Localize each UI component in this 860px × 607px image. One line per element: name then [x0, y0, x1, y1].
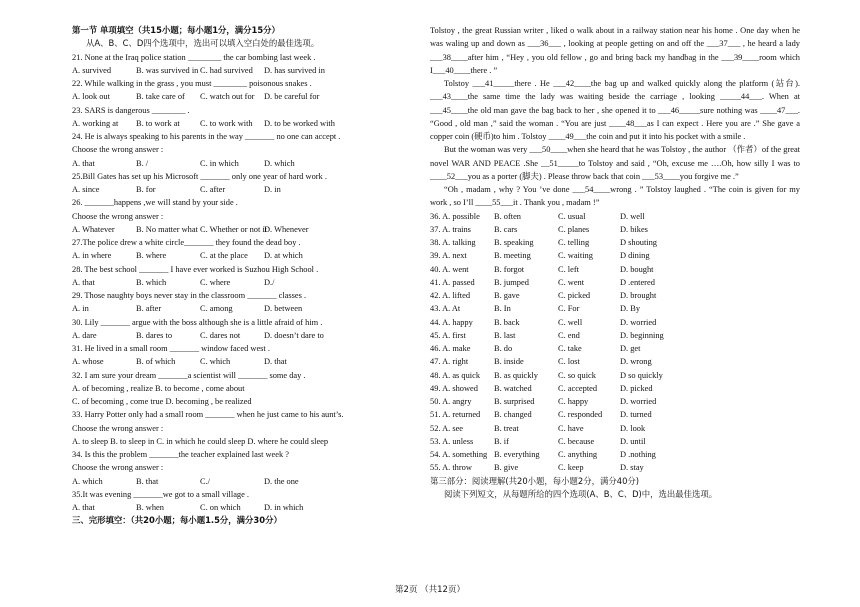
cloze-option: 45. A. first	[430, 330, 466, 340]
option: B. take care of	[136, 92, 185, 102]
cloze-option: 38. A. talking	[430, 238, 476, 247]
cloze-option: C. waiting	[558, 251, 593, 261]
cloze-option: C. keep	[558, 463, 584, 473]
cloze-option-row	[430, 329, 800, 342]
question-line: 26. _______happens ,we will stand by your side .	[72, 198, 238, 208]
cloze-option: C. picked	[558, 291, 591, 300]
cloze-option: B. speaking	[494, 238, 534, 247]
question-line: A. to sleep B. to sleep in C. in which he could sleep D. where he could sleep	[72, 436, 329, 446]
cloze-option-row	[430, 461, 800, 474]
cloze-option: B. last	[494, 330, 516, 340]
cloze-option: 42. A. lifted	[430, 291, 471, 300]
cloze-option: B. inside	[494, 357, 524, 367]
option-row	[72, 329, 450, 342]
option-row	[72, 223, 450, 236]
cloze-option-row	[430, 342, 800, 355]
option-row	[72, 302, 450, 315]
question-line: 35.It was evening _______we got to a small village .	[72, 489, 250, 499]
option: A. that	[72, 277, 95, 287]
cloze-option: C. take	[558, 344, 582, 353]
question-line: 27.The police drew a white circle_______ they found the dead boy .	[72, 238, 301, 247]
section3-title: 第三部分：阅读理解(共20小题，每小题2分，满分40分)	[430, 475, 640, 486]
option-row	[72, 501, 450, 514]
cloze-option: B. forgot	[494, 264, 525, 274]
cloze-option: D .nothing	[620, 450, 656, 459]
cloze-option: B. give	[494, 463, 519, 473]
option: B. after	[136, 304, 162, 314]
cloze-option-row	[430, 448, 800, 461]
cloze-option: D. turned	[620, 410, 652, 420]
option: D. be careful for	[264, 92, 320, 102]
option: C. among	[200, 304, 233, 314]
page-footer: 第2页 （共12页）	[395, 585, 465, 595]
option: B. of which	[136, 357, 176, 367]
cloze-option: B. watched	[494, 383, 532, 393]
option: D. at which	[264, 251, 303, 261]
cloze-option: D. worried	[620, 317, 657, 327]
cloze-option: 44. A. happy	[430, 317, 473, 327]
cloze-option: C. happy	[558, 397, 589, 406]
option: B. to work at	[136, 118, 180, 128]
option: C./	[200, 476, 211, 486]
option: D. between	[264, 304, 303, 314]
option-row	[72, 64, 450, 77]
cloze-option: B. cars	[494, 224, 518, 234]
option: C. to work with	[200, 118, 253, 128]
question-line: C. of becoming , come true D. becoming , be realized	[72, 397, 252, 406]
option: C. which	[200, 357, 231, 367]
cloze-option: B. meeting	[494, 251, 531, 261]
right-column	[430, 24, 800, 501]
cloze-option: C. telling	[558, 238, 590, 247]
cloze-option-row	[430, 249, 800, 262]
cloze-option: B. as quickly	[494, 370, 538, 380]
cloze-option-row	[430, 435, 800, 448]
cloze-option: D. bought	[620, 264, 654, 274]
cloze-option: B. treat	[494, 423, 519, 433]
cloze-option: C. well	[558, 317, 583, 327]
option: B. where	[136, 251, 167, 261]
cloze-option: D .entered	[620, 277, 655, 287]
cloze-option: C. anything	[558, 450, 598, 459]
option: D. in which	[264, 503, 304, 512]
option: A. in where	[72, 251, 112, 261]
cloze-option: B. do	[494, 344, 513, 353]
option: B. dares to	[136, 330, 173, 340]
option: B. for	[136, 185, 156, 194]
option-row	[72, 183, 450, 196]
cloze-option: 41. A. passed	[430, 277, 475, 287]
question-line: 25.Bill Gates has set up his Microsoft _______ only one year of hard work .	[72, 171, 327, 181]
option: A. since	[72, 185, 100, 194]
cloze-option: C. end	[558, 330, 580, 340]
option-row	[72, 90, 450, 103]
cloze-option-row	[430, 276, 800, 289]
cloze-option-row	[430, 289, 800, 302]
option: D./	[264, 277, 275, 287]
cloze-option: 36. A. possible	[430, 211, 480, 221]
cloze-option: 39. A. next	[430, 251, 467, 261]
option: C. after	[200, 185, 226, 194]
cloze-option-row	[430, 302, 800, 315]
option: B. when	[136, 503, 164, 512]
cloze-option: C. so quick	[558, 370, 596, 380]
question-line: A. of becoming , realize B. to become , come about	[72, 383, 245, 393]
option: A. whose	[72, 357, 104, 367]
option: A. which	[72, 476, 103, 486]
question-line: 22. While walking in the grass , you must ________ poisonous snakes .	[72, 79, 312, 88]
cloze-option: B. changed	[494, 410, 532, 420]
question-line: 33. Harry Potter only had a small room _______ when he just came to his aunt’s.	[72, 410, 344, 420]
cloze-option: 52. A. see	[430, 423, 464, 433]
cloze-option: D so quickly	[620, 370, 663, 380]
cloze-option: B. gave	[494, 291, 520, 300]
cloze-option: D. wrong	[620, 357, 652, 367]
cloze-option: D dining	[620, 251, 650, 261]
cloze-option: C. left	[558, 264, 579, 274]
question-line: 32. I am sure your dream _______a scientist will _______ some day .	[72, 370, 306, 380]
question-line: 28. The best school _______ I have ever worked is Suzhou High School .	[72, 264, 319, 274]
cloze-option: D shouting	[620, 238, 657, 247]
cloze-option: D. stay	[620, 463, 644, 473]
cloze-option: D. well	[620, 211, 645, 221]
cloze-passage	[430, 24, 800, 210]
cloze-option: C. usual	[558, 211, 586, 221]
option-row	[72, 117, 450, 130]
passage-paragraph: “Oh , madam , why ? You ’ve done ___54____wrong . ” Tolstoy laughed . “The coin is given for my work , so I’ll ____55___it . Thank you , madam !”	[430, 185, 800, 208]
cloze-option: D. picked	[620, 383, 653, 393]
question-line: 31. He lived in a small room _______ window faced west .	[72, 344, 270, 353]
cloze-option: D. worried	[620, 397, 657, 406]
cloze-option: C. responded	[558, 410, 603, 420]
question-line: Choose the wrong answer :	[72, 463, 164, 473]
cloze-option: B. In	[494, 304, 511, 314]
section-title: 第一节 单项填空（共15小题；每小题1分，满分15分）	[72, 25, 280, 35]
cloze-option: D. get	[620, 344, 641, 353]
left-column	[72, 24, 450, 528]
cloze-option: C. because	[558, 436, 595, 446]
option: A. dare	[72, 330, 97, 340]
option-row	[72, 276, 450, 289]
cloze-options	[430, 210, 800, 475]
question-list	[72, 51, 450, 515]
option: C. had survived	[200, 65, 253, 75]
cloze-option: D. look	[620, 423, 646, 433]
cloze-option-row	[430, 395, 800, 408]
question-line: 29. Those naughty boys never stay in the classroom _______ classes .	[72, 291, 307, 300]
question-line: 23. SARS is dangerous ________ .	[72, 105, 190, 115]
cloze-option: D. brought	[620, 291, 657, 300]
cloze-option: 47. A. right	[430, 357, 469, 367]
cloze-option: D. By	[620, 304, 641, 314]
option-row	[72, 475, 450, 488]
question-line: Choose the wrong answer :	[72, 211, 164, 221]
question-line: Choose the wrong answer :	[72, 145, 164, 155]
cloze-option-row	[430, 369, 800, 382]
question-line: 30. Lily _______ argue with the boss although she is a little afraid of him .	[72, 317, 323, 327]
option-row	[72, 355, 450, 368]
cloze-option: C. have	[558, 423, 584, 433]
section3-instruction: 阅读下列短文，从每题所给的四个选项(A、B、C、D)中，选出最佳选项。	[444, 488, 718, 499]
cloze-option: 53. A. unless	[430, 436, 474, 446]
cloze-option: 40. A. went	[430, 264, 469, 274]
cloze-option: 49. A. showed	[430, 383, 478, 393]
cloze-option: 46. A. make	[430, 344, 471, 353]
cloze-option: 48. A. as quick	[430, 370, 481, 380]
cloze-option: C. accepted	[558, 383, 598, 393]
question-line: 21. None at the Iraq police station ________ the car bombing last week .	[72, 52, 316, 62]
option: C. in which	[200, 158, 239, 168]
option: B. that	[136, 476, 159, 486]
cloze-option: D. beginning	[620, 330, 664, 340]
cloze-option: 37. A. trains	[430, 224, 471, 234]
option: D. doesn’t dare to	[264, 330, 324, 340]
cloze-option: 50. A. angry	[430, 397, 472, 406]
option: D. the one	[264, 476, 299, 486]
option: D. which	[264, 158, 295, 168]
cloze-option-row	[430, 355, 800, 368]
cloze-option: B. back	[494, 317, 520, 327]
cloze-option: B. surprised	[494, 397, 535, 406]
option: D. has survived in	[264, 65, 325, 75]
option: A. in	[72, 304, 89, 314]
option: C. watch out for	[200, 92, 255, 102]
option: C. at the place	[200, 251, 248, 261]
cloze-option: B. if	[494, 436, 509, 446]
cloze-option-row	[430, 316, 800, 329]
option-row	[72, 157, 450, 170]
option: A. that	[72, 158, 95, 168]
cloze-option: C. lost	[558, 357, 580, 367]
option: C. where	[200, 277, 231, 287]
option: A. that	[72, 503, 95, 512]
cloze-option: D. bikes	[620, 224, 648, 234]
cloze-option-row	[430, 210, 800, 223]
cloze-option: 43. A. At	[430, 304, 461, 314]
option: C. Whether or not it	[200, 224, 268, 234]
cloze-option: 51. A. returned	[430, 410, 481, 420]
part3-title: 三、完形填空：（共20小题；每小题1.5分，满分30分）	[72, 515, 282, 526]
cloze-option: 55. A. throw	[430, 463, 472, 473]
option: B. was survived in	[136, 65, 199, 75]
cloze-option-row	[430, 223, 800, 236]
option: D. that	[264, 357, 287, 367]
option: C. on which	[200, 503, 241, 512]
option: A. look out	[72, 92, 110, 102]
option: A. Whatever	[72, 224, 115, 234]
question-line: 34. Is this the problem _______the teacher explained last week ?	[72, 450, 289, 459]
option: D. to be worked with	[264, 118, 335, 128]
cloze-option-row	[430, 408, 800, 421]
option: D. in	[264, 185, 281, 194]
option: A. working at	[72, 118, 119, 128]
cloze-option: B. everything	[494, 450, 540, 459]
question-line: 24. He is always speaking to his parents in the way _______ no one can accept .	[72, 132, 341, 141]
cloze-option-row	[430, 236, 800, 249]
cloze-option-row	[430, 382, 800, 395]
cloze-option-row	[430, 263, 800, 276]
cloze-option: C. went	[558, 277, 585, 287]
cloze-option: D. until	[620, 436, 646, 446]
section-instruction: 从A、B、C、D四个选项中，选出可以填入空白处的最佳选项。	[86, 38, 320, 49]
option: A. survived	[72, 65, 112, 75]
option-row	[72, 249, 450, 262]
question-line: Choose the wrong answer :	[72, 423, 164, 433]
cloze-option: C. For	[558, 304, 580, 314]
option: B. /	[136, 158, 149, 168]
option: B. which	[136, 277, 167, 287]
cloze-option: B. jumped	[494, 277, 529, 287]
passage-paragraph: Tolstoy ___41_____there . He ___42____the bag up and walked quickly along the platform (站台). ___43____the same time the lady was waiting beside the carriage , looking _____44___. When at ___45____the old man gave the bag back to her , she opened it to ___46_____sure nothing was ____47___. “Good , old man ,” said the woman . “You are just ____48___as I can expect . Here you are .” She gave a copper coin (硬币)to him . Tolstoy ____49___the coin and put it into his pocket with a smile .	[430, 79, 800, 141]
option: D. Whenever	[264, 224, 309, 234]
option: B. No matter what	[136, 224, 198, 234]
cloze-option: C. planes	[558, 224, 590, 234]
cloze-option: 54. A. something	[430, 450, 488, 459]
cloze-option-row	[430, 422, 800, 435]
cloze-option: B. often	[494, 211, 521, 221]
passage-paragraph: Tolstoy , the great Russian writer , liked o walk about in a railway station near his home . One day when he was waling up and down as ___36___ , looking at people getting on and off the ___37___ , he heard a lady ___38____after him , “Hey , you old fellow , go and bring back my handbag in the ___39____room which I___40____there . ”	[430, 26, 800, 75]
option: C. dares not	[200, 330, 241, 340]
passage-paragraph: But the woman was very ___50____when she heard that he was Tolstoy , the author （作者）of the great novel WAR AND PEACE .She __51_____to Tolstoy and said , “Oh, excuse me ….Oh, how silly I was to ____52___you as a porter (脚夫) . Please throw back that coin ___53____you forgive me .”	[430, 145, 800, 181]
